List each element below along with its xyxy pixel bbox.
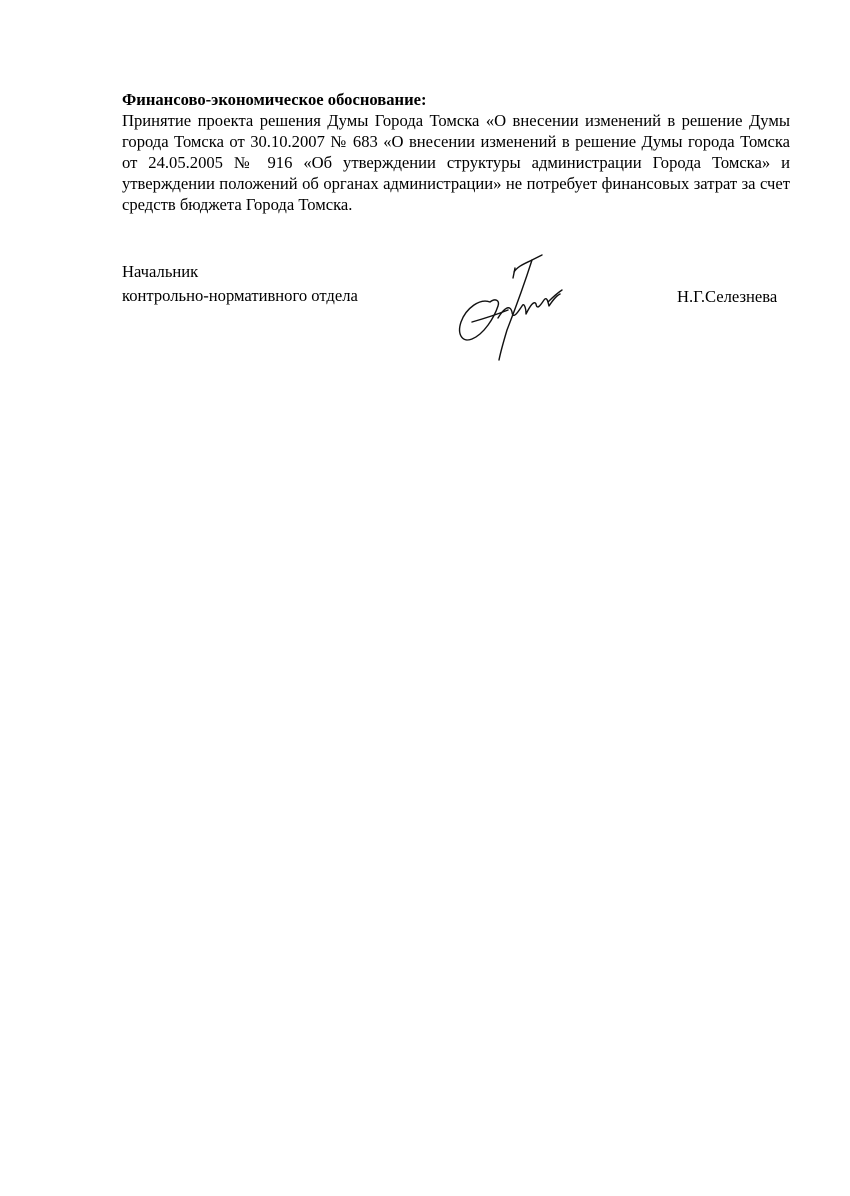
handwritten-signature (452, 250, 572, 365)
position-line-2: контрольно-нормативного отдела (122, 286, 358, 305)
justification-paragraph: Принятие проекта решения Думы Города Томска «О внесении изменений в решение Думы города Томска от 30.10.2007 № 683 «О внесении изменений в решение Думы города Томска от 24.05.2005 № 916 «Об утверждении структуры администрации Города Томска» и утверждении положений об органах администрации» не потребует финансовых затрат за счет средств бюджета Города Томска. (122, 111, 790, 214)
position-line-1: Начальник (122, 262, 199, 281)
signatory-position (122, 260, 358, 308)
justification-section (122, 89, 790, 215)
section-heading: Финансово-экономическое обоснование: (122, 90, 427, 109)
signatory-name: Н.Г.Селезнева (677, 287, 778, 306)
